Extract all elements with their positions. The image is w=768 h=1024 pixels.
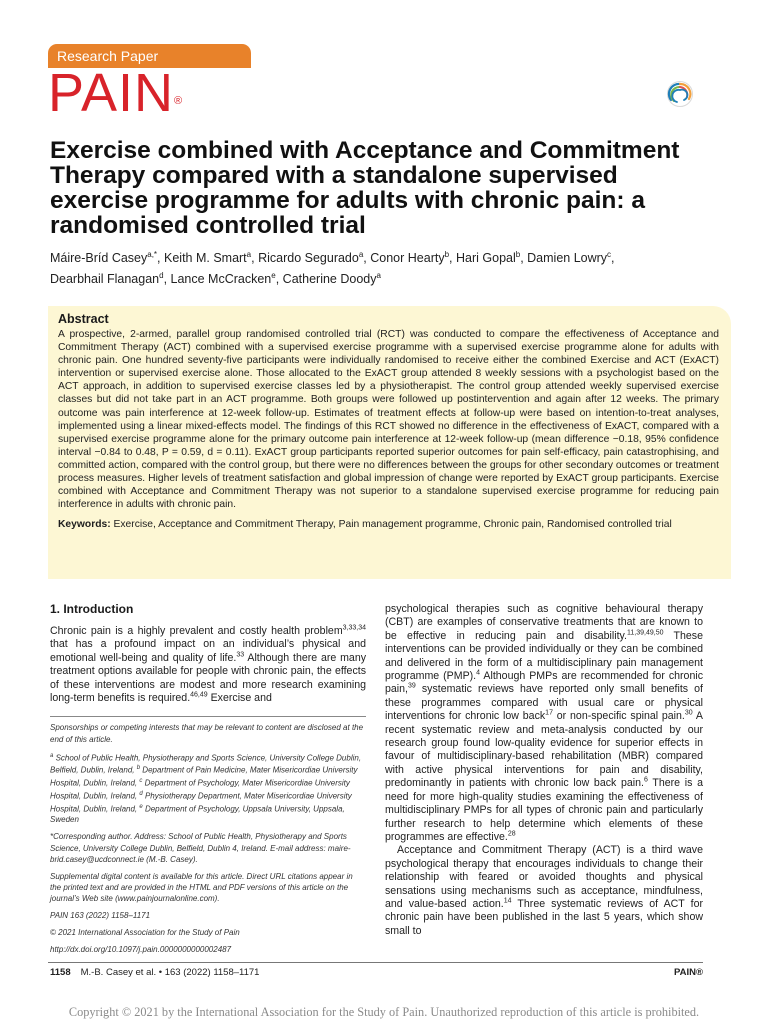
footer-citation: M.-B. Casey et al. • 163 (2022) 1158–1171: [80, 967, 260, 978]
author-affiliation-mark: e: [271, 271, 276, 281]
author-affiliation-mark: c: [607, 250, 612, 259]
author-affiliation-mark: b: [444, 250, 450, 259]
article-type-tab: Research Paper: [48, 44, 251, 68]
footnote-copyright: © 2021 International Association for the Study of Pain: [50, 928, 240, 938]
intro-paragraph-3: Acceptance and Commitment Therapy (ACT) is a third wave psychological therapy that encourages individuals to change their relationship with feared or avoided thoughts and physical sensations using mechanisms such as acceptance, mindfulness, and value-based action.$^{14}$ Three systematic reviews of ACT for chronic pain have been published in the last 5 years, which show small to: [385, 844, 703, 937]
citation-superscript[interactable]: e: [139, 803, 143, 810]
citation-superscript[interactable]: a: [50, 752, 54, 759]
keywords: [58, 518, 719, 531]
right-column: [385, 603, 703, 938]
section-heading-introduction: 1. Introduction: [50, 602, 134, 616]
author-name: Máire-Bríd Casey: [50, 251, 148, 266]
author-affiliation-mark: a,*: [147, 250, 158, 259]
footnote-supplemental: Supplemental digital content is available for this article. Direct URL citations appear in the printed text and are provided in the HTML and PDF versions of this article on the journal’s Web site (www.painjournalonline.com).: [50, 871, 353, 903]
journal-logo: [48, 62, 182, 124]
footnote-divider: [50, 716, 366, 717]
author-name: Keith M. Smart: [164, 251, 247, 266]
article-title: Exercise combined with Acceptance and Commitment Therapy compared with a standalone supervised exercise programme for adults with chronic pain: a randomised controlled trial: [50, 137, 680, 239]
author-name: Ricardo Segurado: [258, 251, 359, 266]
citation-superscript[interactable]: 17: [545, 709, 553, 717]
author-name: Catherine Doody: [282, 272, 377, 287]
abstract-heading: Abstract: [58, 312, 109, 326]
citation-superscript[interactable]: 6: [643, 776, 648, 784]
footer-citation-line: [50, 967, 259, 979]
citation-superscript[interactable]: c: [139, 778, 143, 785]
author-affiliation-mark: a: [358, 250, 364, 259]
footnote-corresponding-author: *Corresponding author. Address: School of Public Health, Physiotherapy and Sports Science, University College Dublin, Belfield, Dublin 4, Ireland. E-mail address: maire-brid.casey@ucdconnect.ie (M.-B. Casey).: [50, 832, 351, 864]
footnote-affiliations: $^a$ School of Public Health, Physiotherapy and Sports Science, University College Dublin, Belfield, Dublin, Ireland, $^b$ Department of Pain Medicine, Mater Misericordiae University Hospital, Dublin, Ireland, $^c$ Department of Psychology, Mater Misericordiae University Hospital, Dublin, Ireland, $^d$ Physiotherapy Department, Mater Misericordiae University Hospital, Dublin, Ireland, $^e$ Department of Psychology, Uppsala University, Uppsala, Sweden: [50, 752, 362, 825]
citation-superscript[interactable]: 3,33,34: [342, 624, 366, 632]
footer-journal: PAIN®: [674, 967, 703, 978]
citation-superscript[interactable]: 46,49: [190, 691, 208, 699]
author-name: Dearbhail Flanagan: [50, 272, 160, 287]
citation-superscript[interactable]: 28: [507, 830, 516, 838]
citation-superscript[interactable]: 39: [407, 682, 416, 690]
citation-superscript[interactable]: 14: [503, 897, 512, 905]
registered-mark: ®: [174, 95, 183, 107]
keywords-list: Exercise, Acceptance and Commitment Therapy, Pain management programme, Chronic pain, Randomised controlled trial: [113, 519, 672, 531]
author-affiliation-mark: b: [515, 250, 521, 259]
author-name: Conor Hearty: [370, 251, 445, 266]
citation-superscript[interactable]: 33: [236, 651, 245, 659]
author-list: Máire-Bríd Casey$^{a,*}$, Keith M. Smart$^a$, Ricardo Segurado$^a$, Conor Hearty$^b$, Hari Gopal$^b$, Damien Lowry$^c$, Dearbhail Flanagan$^d$, Lance McCracken$^e$, Catherine Doody$^a$: [50, 250, 615, 287]
author-name: Damien Lowry: [527, 251, 608, 266]
intro-paragraph-2: psychological therapies such as cognitive behavioural therapy (CBT) are examples of conservative treatments that are known to be effective in reducing pain and disability.$^{11,39,49,50}$ These interventions can be provided individually or they can be combined and delivered in the form of a multidisciplinary pain management programme (PMP).$^4$ Although PMPs are recommended for chronic pain,$^{39}$ systematic reviews have reported only small benefits of these programmes compared with usual care or physical interventions for chronic low back$^{17}$ or non-specific spinal pain.$^{30}$ A recent systematic review and meta-analysis conducted by our research group found low-quality evidence for superior effects in favour of multidisciplinary-based rehabilitation (MBR) compared with active physical interventions for pain and disability, predominantly in patients with chronic low back pain.$^6$ There is a need for more high-quality studies examining the effectiveness of multidisciplinary PMPs for all types of chronic pain and particularly further research to help determine which elements of these programmes are effective.$^{28}$: [385, 603, 704, 843]
footnote-sponsorship: Sponsorships or competing interests that may be relevant to content are disclosed at the end of this article.: [50, 723, 364, 744]
author-affiliation-mark: a: [376, 271, 381, 281]
journal-name: PAIN: [48, 63, 175, 123]
left-column: [50, 602, 366, 961]
citation-superscript[interactable]: b: [136, 765, 141, 772]
footer-divider: [48, 962, 703, 963]
page-number: 1158: [50, 967, 71, 978]
keywords-label: Keywords:: [58, 519, 111, 531]
citation-superscript[interactable]: 4: [476, 669, 481, 677]
author-affiliation-mark: a: [246, 250, 252, 259]
citation-superscript[interactable]: 30: [684, 709, 693, 717]
intro-paragraph-1: Chronic pain is a highly prevalent and costly health problem$^{3,33,34}$ that has a profound impact on an individual’s physical and emotional well-being and quality of life.$^{33}$ Although there are many treatment options available for people with chronic pain, the effects of these interventions are modest and more research examining long-term benefits is required.$^{46,49}$ Exercise and: [50, 624, 367, 705]
copyright-banner: Copyright © 2021 by the International Association for the Study of Pain. Unauthorized reproduction of this article is prohibited.: [68, 1005, 700, 1019]
citation-superscript[interactable]: d: [139, 790, 143, 797]
footnote-citation: PAIN 163 (2022) 1158–1171: [50, 911, 151, 921]
author-name: Lance McCracken: [170, 272, 272, 287]
crossmark-icon[interactable]: [666, 80, 694, 108]
abstract-text: A prospective, 2-armed, parallel group randomised controlled trial (RCT) was conducted to compare the effectiveness of Acceptance and Commitment Therapy (ACT) combined with a supervised exercise programme with a supervised exercise programme alone for adults with chronic pain. One hundred seventy-five participants were individually randomised to receive either the combined Exercise and ACT (ExACT) intervention or supervised exercise alone. Those allocated to the ExACT group attended 8 weekly sessions with a psychologist based on the ACT approach, in addition to supervised exercise classes led by a physiotherapist. The control group attended weekly supervised exercise classes but did not take part in an ACT programme. Both groups were followed up postintervention and again after 12 weeks. The primary outcome was pain interference at 12-week follow-up. Estimates of treatment effects at follow-up were based on intention-to-treat analyses, implemented using a linear mixed-effects model. The findings of this RCT showed no difference in the effectiveness of ExACT, compared with a supervised exercise programme alone for the primary outcome pain interference at 12-week follow-up (mean difference −0.18, 95% confidence interval −0.84 to 0.48, P = 0.59, d = 0.11). ExACT group participants reported superior outcomes for pain self-efficacy, pain catastrophising, and committed action, compared with the control group, but there were no differences between the groups for other secondary outcomes or treatment process measures. Higher levels of treatment satisfaction and global impression of change were reported by ExACT group participants. Exercise combined with Acceptance and Commitment Therapy was not superior to a standalone supervised exercise programme for reducing pain interference in adults with chronic pain.: [58, 329, 719, 511]
citation-superscript[interactable]: 11,39,49,50: [627, 629, 664, 637]
doi-link[interactable]: http://dx.doi.org/10.1097/j.pain.0000000000002487: [50, 945, 232, 955]
abstract-box: [48, 306, 731, 579]
author-name: Hari Gopal: [456, 251, 516, 266]
author-affiliation-mark: d: [159, 271, 164, 281]
